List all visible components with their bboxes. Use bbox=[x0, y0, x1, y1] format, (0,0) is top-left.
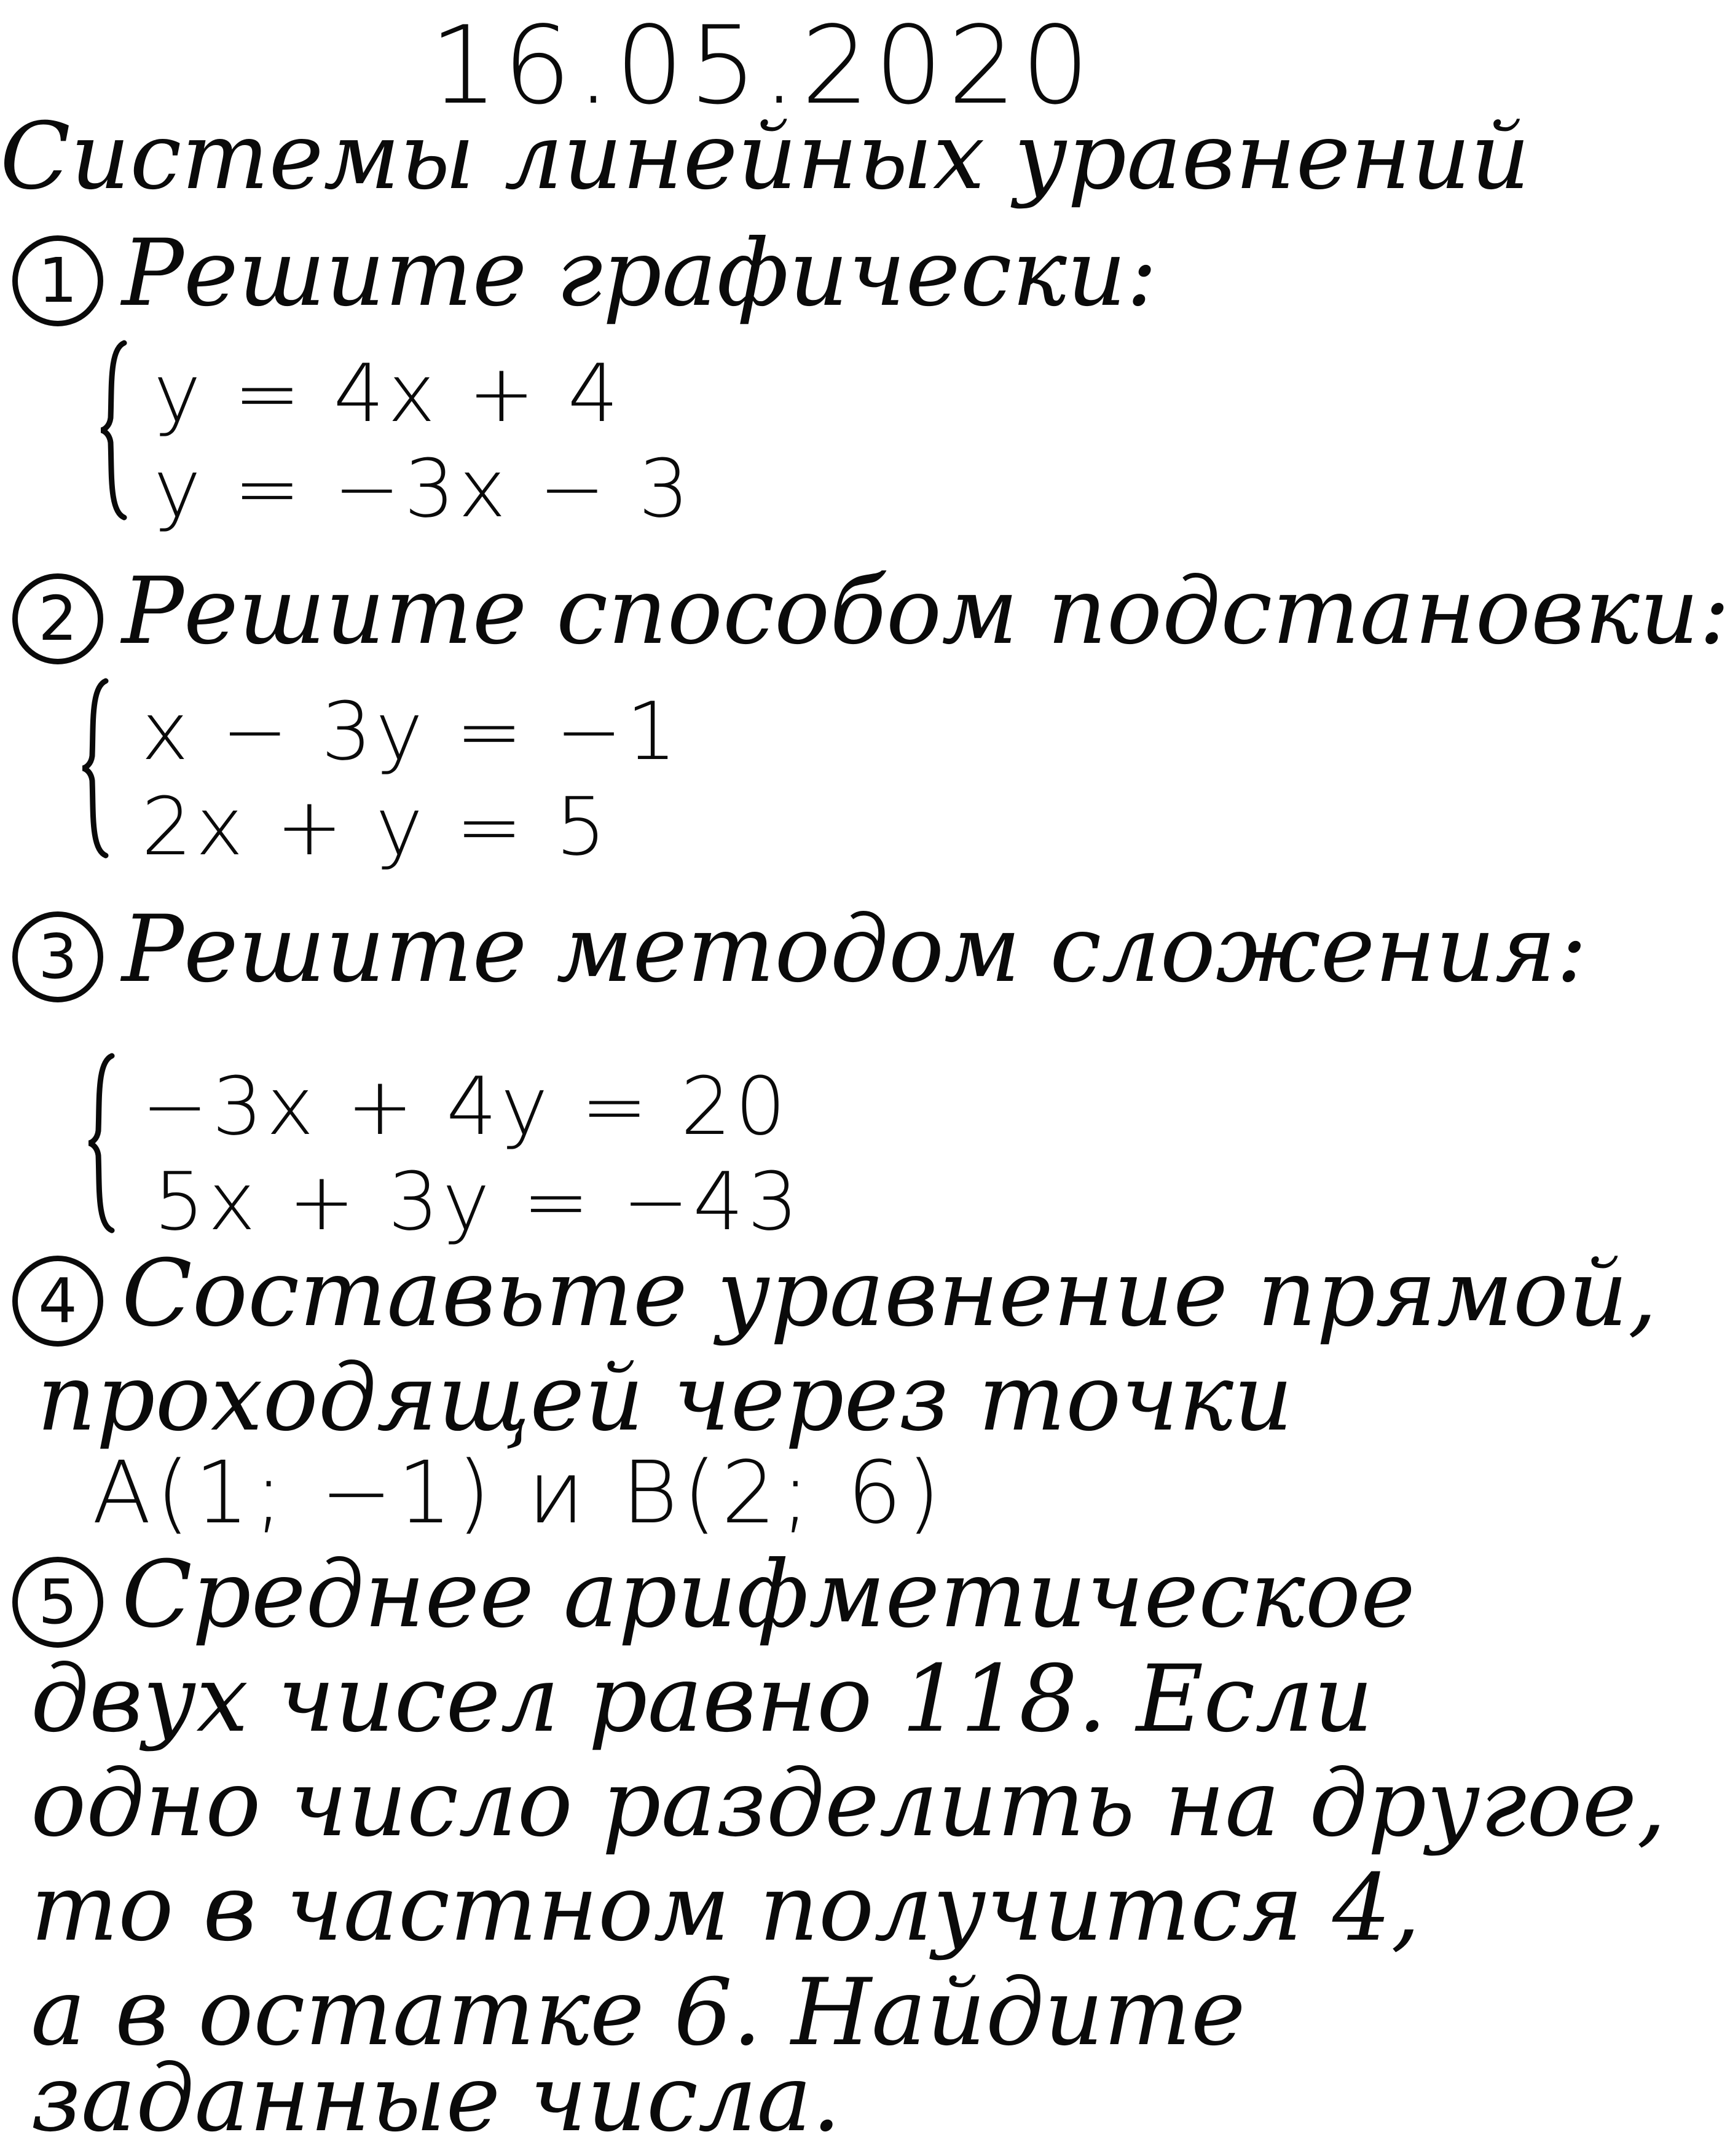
task-2-heading bbox=[12, 558, 1730, 665]
task-2-heading-text: Решите способом подстановки: bbox=[122, 558, 1730, 665]
task-5-heading bbox=[12, 1541, 1415, 1648]
task-3-heading bbox=[12, 896, 1587, 1003]
task-5-heading-text: Среднее арифметическое bbox=[122, 1541, 1415, 1648]
task-1-number: 1 bbox=[12, 235, 103, 326]
task-3-equation-2: 5x + 3y = −43 bbox=[154, 1155, 802, 1248]
task-3-system bbox=[86, 1057, 802, 1248]
task-5-line-1: двух чисел равно 118. Если bbox=[31, 1646, 1374, 1753]
task-4-heading-text: Составьте уравнение прямой, bbox=[122, 1240, 1657, 1347]
system-brace-icon bbox=[80, 676, 111, 860]
task-3-heading-text: Решите методом сложения: bbox=[122, 896, 1587, 1003]
task-4-heading bbox=[12, 1240, 1657, 1347]
task-3-equation-1: −3x + 4y = 20 bbox=[141, 1060, 790, 1153]
task-1-heading-text: Решите графически: bbox=[122, 220, 1158, 327]
date-heading: 16.05.2020 bbox=[430, 4, 1095, 128]
system-brace-icon bbox=[86, 1051, 117, 1235]
task-4-line-1: проходящей через точки bbox=[37, 1345, 1293, 1452]
task-1-equation-2: y = −3x − 3 bbox=[154, 442, 693, 535]
task-2-system bbox=[80, 682, 681, 873]
task-4-number: 4 bbox=[12, 1256, 103, 1347]
task-2-equation-1: x − 3y = −1 bbox=[141, 685, 681, 778]
task-1-equation-1: y = 4x + 4 bbox=[154, 347, 623, 440]
page-title: Системы линейных уравнений bbox=[0, 103, 1530, 210]
task-5-number: 5 bbox=[12, 1557, 103, 1648]
system-brace-icon bbox=[98, 338, 129, 522]
task-2-equation-2: 2x + y = 5 bbox=[141, 780, 610, 873]
task-4-points: A(1; −1) и B(2; 6) bbox=[92, 1443, 946, 1543]
task-3-number: 3 bbox=[12, 911, 103, 1002]
task-1-heading bbox=[12, 220, 1158, 327]
task-5-line-2: одно число разделить на другое, bbox=[31, 1750, 1666, 1857]
task-2-number: 2 bbox=[12, 573, 103, 664]
task-5-line-5: заданные числа. bbox=[31, 2045, 841, 2152]
task-5-line-3: то в частном получится 4, bbox=[31, 1855, 1421, 1962]
task-1-system bbox=[98, 344, 693, 535]
task-5-line-4: а в остатке 6. Найдите bbox=[31, 1959, 1246, 2066]
